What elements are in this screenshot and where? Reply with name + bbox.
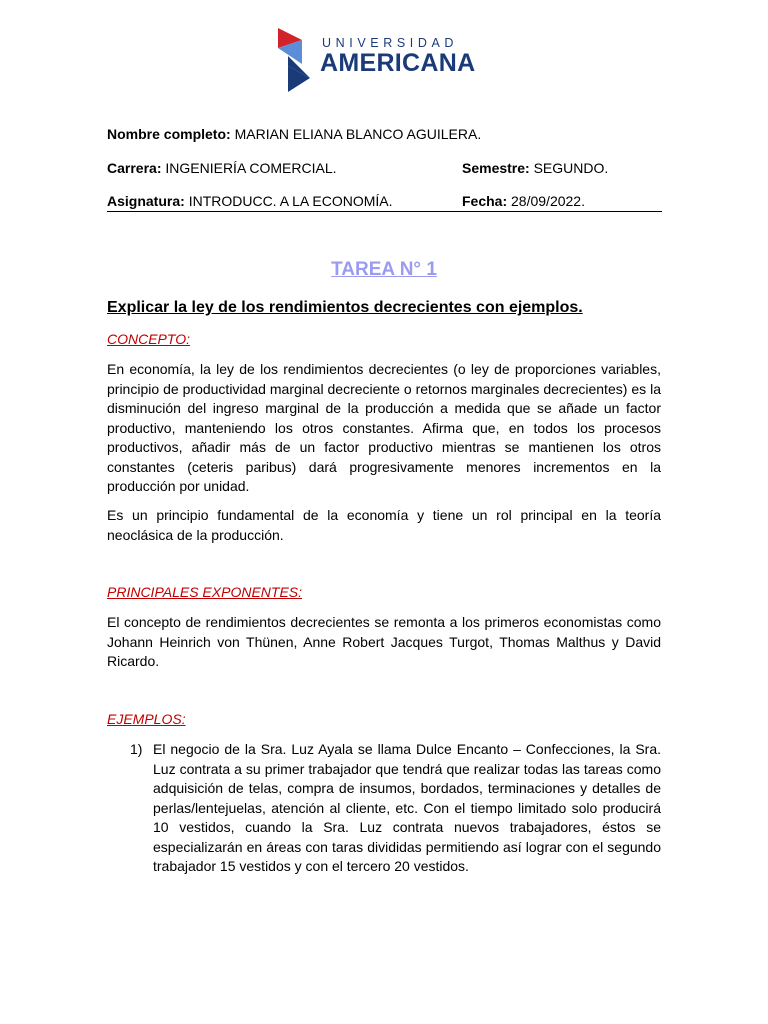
carrera-label: Carrera: [107,160,162,176]
semestre-field [462,159,608,177]
header-divider [107,211,662,212]
nombre-label: Nombre completo: [107,126,231,142]
asignatura-value: INTRODUCC. A LA ECONOMÍA. [188,193,393,209]
concepto-paragraph-2: Es un principio fundamental de la economía y tiene un rol principal en la teoría neoclásica de la producción. [107,507,661,543]
exponentes-paragraph: El concepto de rendimientos decrecientes se remonta a los primeros economistas como Johann Heinrich von Thünen, Anne Robert Jacques Turgot, Thomas Malthus y David Ricardo. [107,614,661,669]
semestre-label: Semestre: [462,160,530,176]
list-item-text: El negocio de la Sra. Luz Ayala se llama Dulce Encanto – Confecciones, la Sra. Luz contrata a su primer trabajador que tendrá que realizar todas las tareas como adquisición de telas, compra de insumos, bordados, terminaciones y detalles de perlas/lentejuelas, atención al cliente, etc. Con el tiempo limitado solo producirá 10 vestidos, cuando la Sra. Luz contrata nuevos trabajadores, éstos se especializarán en áreas con taras divididas permitiendo así lograr con el segundo trabajador 15 vestidos y con el tercero 20 vestidos. [153,741,661,874]
info-row-carrera [107,159,662,177]
logo-text-top: UNIVERSIDAD [322,36,459,50]
fecha-label: Fecha: [462,193,508,209]
info-row-asignatura [107,192,662,210]
fecha-value: 28/09/2022. [511,193,585,209]
list-item-number: 1) [130,741,143,757]
semestre-value: SEGUNDO. [533,160,609,176]
ejemplos-heading: EJEMPLOS: [107,711,186,727]
university-logo [274,26,490,94]
page-title: TAREA N° 1 [331,259,437,280]
asignatura-label: Asignatura: [107,193,185,209]
assignment-subtitle: Explicar la ley de los rendimientos decrecientes con ejemplos. [107,299,583,316]
concepto-heading: CONCEPTO: [107,331,190,347]
nombre-value: MARIAN ELIANA BLANCO AGUILERA. [234,126,482,142]
concepto-paragraph-1: En economía, la ley de los rendimientos decrecientes (o ley de proporciones variables, principio de productividad marginal decreciente o retornos marginales decrecientes) es la disminución del ingreso marginal de la producción a medida que se añade un factor productivo, manteniendo los otros constantes. Afirma que, en todos los procesos productivos, añadir más de un factor productivo mientras se mantienen los otros constantes (ceteris paribus) dará progresivamente menores incrementos en la producción por unidad. [107,361,661,494]
exponentes-heading: PRINCIPALES EXPONENTES: [107,584,303,600]
logo-mark-icon [274,26,318,94]
fecha-field [462,192,585,210]
carrera-value: INGENIERÍA COMERCIAL. [165,160,337,176]
logo-text-main: AMERICANA [320,49,476,77]
info-row-nombre [107,125,662,143]
